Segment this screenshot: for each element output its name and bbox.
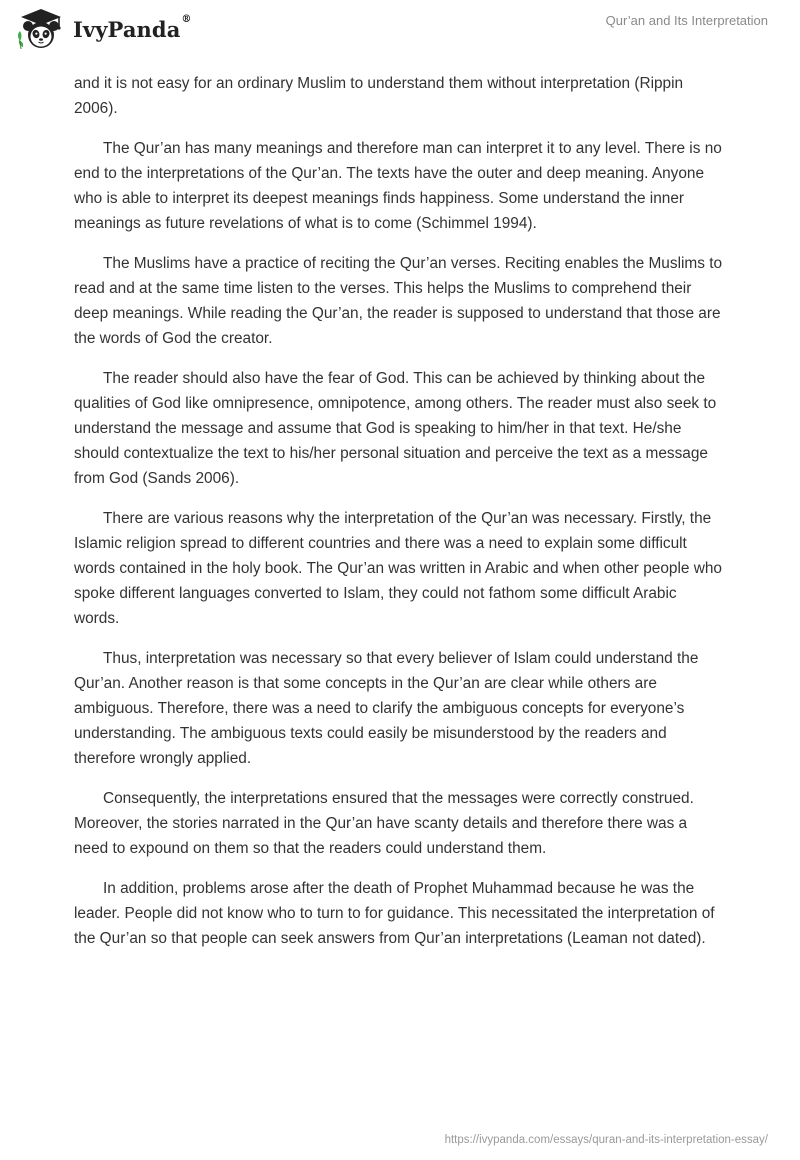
page-header: [0, 0, 800, 60]
paragraph: The Muslims have a practice of reciting the Qur’an verses. Reciting enables the Muslims to read and at the same time listen to the verses. This helps the Muslims to comprehend their deep meanings. While reading the Qur’an, the reader is supposed to understand that those are the words of God the creator.: [74, 255, 723, 347]
paragraph: The reader should also have the fear of God. This can be achieved by thinking about the qualities of God like omnipresence, omnipotence, among others. The reader must also seek to understand the message and assume that God is speaking to him/her in that text. He/she should contextualize the text to his/her personal situation and perceive the text as a message from God (Sands 2006).: [74, 370, 717, 487]
document-title: Qur’an and Its Interpretation: [605, 13, 768, 28]
panda-graduate-icon: [15, 7, 67, 51]
paragraph: Thus, interpretation was necessary so that every believer of Islam could understand the Qur’an. Another reason is that some concepts in the Qur’an are clear while others are ambiguous. Therefore, there was a need to clarify the ambiguous concepts for everyone’s understanding. The ambiguous texts could easily be misunderstood by the readers and therefore wrongly applied.: [74, 650, 699, 767]
paragraph: In addition, problems arose after the death of Prophet Muhammad because he was the leader. People did not know who to turn to for guidance. This necessitated the interpretation of the Qur’an so that people can seek answers from Qur’an interpretations (Leaman not dated).: [74, 880, 715, 947]
paragraph: Consequently, the interpretations ensured that the messages were correctly construed. Moreover, the stories narrated in the Qur’an have scanty details and therefore there was a need to expound on them so that the readers could understand them.: [74, 790, 694, 857]
paragraph: The Qur’an has many meanings and therefore man can interpret it to any level. There is no end to the interpretations of the Qur’an. The texts have the outer and deep meaning. Anyone who is able to interpret its deepest meanings finds happiness. Some understand the inner meanings as future revelations of what is to come (Schimmel 1994).: [74, 140, 722, 232]
ivypanda-logo[interactable]: [15, 7, 192, 51]
registered-mark: ®: [181, 13, 192, 25]
logo-text: IvyPanda®: [73, 13, 192, 42]
paragraph: There are various reasons why the interpretation of the Qur’an was necessary. Firstly, the Islamic religion spread to different countries and there was a need to explain some difficult words contained in the holy book. The Qur’an was written in Arabic and when other people who spoke different languages converted to Islam, they could not fathom some difficult Arabic words.: [74, 510, 722, 627]
paragraph: and it is not easy for an ordinary Muslim to understand them without interpretation (Rippin 2006).: [74, 75, 684, 117]
essay-body: [74, 71, 724, 966]
source-url[interactable]: https://ivypanda.com/essays/quran-and-its-interpretation-essay/: [444, 1134, 768, 1146]
